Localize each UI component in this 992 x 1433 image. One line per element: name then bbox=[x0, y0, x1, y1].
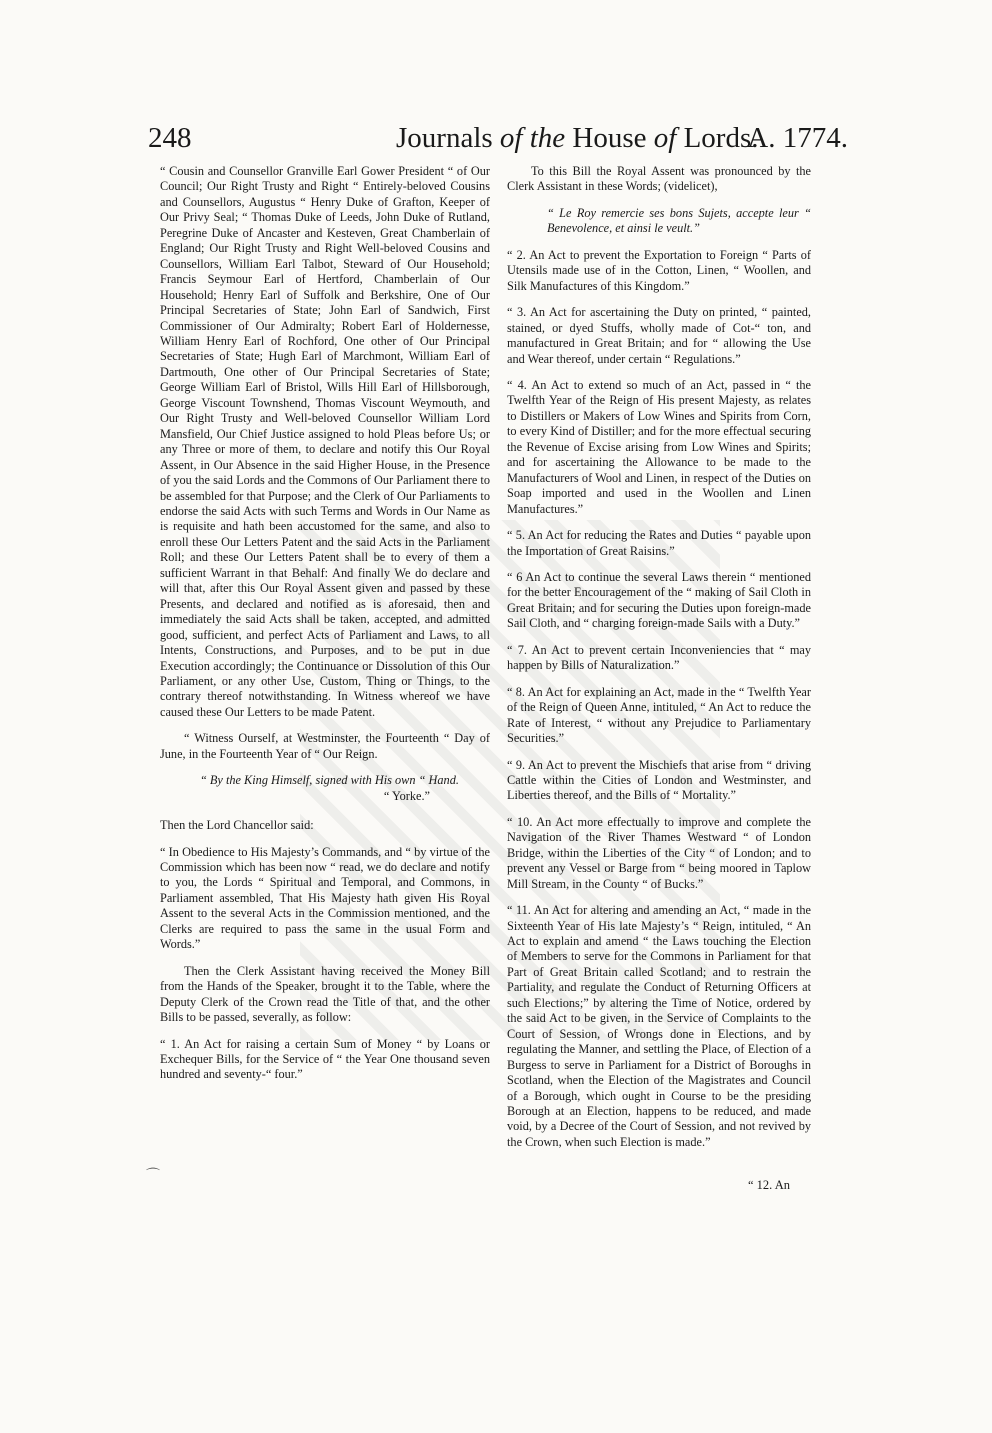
royal-assent-intro: To this Bill the Royal Assent was pronounced by the Clerk Assistant in these Words; (videlicet), bbox=[507, 164, 811, 194]
act-item-1: “ 1. An Act for raising a certain Sum of Money “ by Loans or Exchequer Bills, for the Service of “ the Year One thousand seven hundred and seventy-“ four.” bbox=[160, 1036, 490, 1082]
act-item-3: “ 3. An Act for ascertaining the Duty on printed, “ painted, stained, or dyed Stuffs, wholly made of Cot-“ ton, and manufactured in Great Britain; and for “ allowing the Use and Wear thereof, under certain “ Regulations.” bbox=[507, 305, 811, 366]
act-item-4: “ 4. An Act to extend so much of an Act, passed in “ the Twelfth Year of the Reign of His present Majesty, as relates to Distillers or Makers of Low Wines and Spirits from Corn, to every Kind of Distiller; and for the more effectual securing the Revenue of Excise arising from Low Wines and Spirits; and for ascertaining the Allowance to be made to the Manufacturers of Wool and Linen, in respect of the Duties on Soap imported and used in the Woollen and Linen Manufactures.” bbox=[507, 377, 811, 516]
page-header bbox=[148, 122, 848, 162]
running-title: Journals of the House of Lords. bbox=[396, 122, 759, 154]
page-number: 248 bbox=[148, 122, 192, 154]
letters-patent-text: “ Cousin and Counsellor Granville Earl Gower President “ of Our Council; Our Right Trusty and Right “ Entirely-beloved Cousins and Counsellors, Augustus “ Henry Duke of Grafton, Keeper of Our Privy Seal; “ Thomas Duke of Leeds, John Duke of Rutland, Peregrine Duke of Ancaster and Kesteven, Great Chamberlain of England; Our Right Trusty and Right Well-beloved Cousins and Counsellors, William Earl Talbot, Steward of Our Household; Francis Seymour Earl of Hertford, Chamberlain of Our Household; Henry Earl of Suffolk and Berkshire, One of Our Principal Secretaries of State; John Earl of Sandwich, First Commissioner of Our Admiralty; Robert Earl of Holdernesse, William Henry Earl of Rochford, One other of Our Principal Secretaries of State; Hugh Earl of Marchmont, William Earl of Dartmouth, One other of Our Principal Secretaries of State; George William Earl of Bristol, Wills Hill Earl of Hillsborough, George Viscount Townshend, Thomas Viscount Weymouth, and Our Right Trusty and Well-beloved Counsellor William Lord Mansfield, Our Chief Justice assigned to hold Pleas before Us; or any Three or more of them, to declare and notify this Our Royal Assent, in Our Absence in the said Higher House, in the Presence of you the said Lords and the Commons of Our Parliament there to be assembled for that Purpose; and the Clerk of Our Parliaments to endorse the said Acts with such Terms and Words in Our Name as is requisite and hath been accustomed for the same, and also to enroll these Our Letters Patent and the said Acts in the Parliament Roll; and these Our Letters Patent shall be to every of them a sufficient Warrant in that Behalf: And finally We do declare and will that, after this Our Royal Assent given and passed by these Presents, and declared and notified as is aforesaid, then and immediately the said Acts shall be taken, accepted, and admitted good, sufficient, and perfect Acts of Parliament and Laws, to all Intents, Constructions, and Purposes, and to be put in due Execution accordingly; the Continuance or Dissolution of this Our Parliament, or any other Use, Custom, Thing or Things, to the contrary thereof notwithstanding. In Witness whereof we have caused these Our Letters to be made Patent. bbox=[160, 164, 490, 719]
act-item-5: “ 5. An Act for reducing the Rates and Duties “ payable upon the Importation of Great Raisins.” bbox=[507, 528, 811, 558]
witness-clause: “ Witness Ourself, at Westminster, the Fourteenth “ Day of June, in the Fourteenth Year of “ Our Reign. bbox=[160, 731, 490, 761]
left-column bbox=[160, 164, 490, 1094]
right-column bbox=[507, 164, 811, 1161]
act-item-11: “ 11. An Act for altering and amending an Act, “ made in the Sixteenth Year of His late Majesty’s “ Reign, intituled, “ An Act to explain and amend “ the Laws touching the Election of Members to serve for the Commons in Parliament for that Part of Great Britain called Scotland; and to restrain the Partiality, and regulate the Conduct of Returning Officers at such Elections;” by altering the Time of Notice, ordered by the said Act to be given, in the Service of Complaints to the Court of Session, of Wrongs done in Elections, and by regulating the Manner, and settling the Place, of Election of a Burgess to serve in Parliament for a District of Boroughs in Scotland, when the Election of the Magistrates and Council of a Borough, which ought in Course to be the presiding Borough at an Election, happens to be reduced, and made void, by a Decree of the Court of Session, and not revived by the Crown, when such Election is made.” bbox=[507, 903, 811, 1149]
act-item-7: “ 7. An Act to prevent certain Inconveniencies that “ may happen by Bills of Naturalization.” bbox=[507, 642, 811, 673]
margin-mark: ⌒ bbox=[146, 1169, 160, 1184]
signatory-name: “ Yorke.” bbox=[383, 788, 430, 803]
year-label: A. 1774. bbox=[747, 122, 848, 154]
chancellor-speech: “ In Obedience to His Majesty’s Commands, and “ by virtue of the Commission which has been now “ read, we do declare and notify to you, the Lords “ Spiritual and Temporal, and Commons, in Parliament assembled, That His Majesty hath given His Royal Assent to the several Acts in the Commission mentioned, and the Clerks are required to pass the same in the usual Form and Words.” bbox=[160, 844, 490, 952]
chancellor-intro: Then the Lord Chancellor said: bbox=[160, 818, 314, 833]
catchword: “ 12. An bbox=[748, 1178, 791, 1192]
act-item-9: “ 9. An Act to prevent the Mischiefs that arise from “ driving Cattle within the Cities of London and Westminster, and Liberties thereof, and the Bills of “ Mortality.” bbox=[507, 757, 811, 803]
act-item-2: “ 2. An Act to prevent the Exportation to Foreign “ Parts of Utensils made use of in the Cotton, Linen, “ Woollen, and Silk Manufactures of this Kingdom.” bbox=[507, 247, 811, 293]
act-item-10: “ 10. An Act more effectually to improve and complete the Navigation of the River Thames Westward “ of London Bridge, within the Liberties of the City “ of London; and to prevent any Vessel or Barge from “ being moored in Taplow Mill Stream, in the County “ of Bucks.” bbox=[507, 814, 811, 891]
act-item-6: “ 6 An Act to continue the several Laws therein “ mentioned for the better Encouragement of the “ making of Sail Cloth in Great Britain; and for securing the Duties upon foreign-made Sail Cloth, and “ charging foreign-made Sails with a Duty.” bbox=[507, 569, 811, 631]
royal-signature-note: “ By the King Himself, signed with His own “ Hand. bbox=[200, 773, 459, 788]
act-item-8: “ 8. An Act for explaining an Act, made in the “ Twelfth Year of the Reign of Queen Anne, intituled, “ An Act to reduce the Rate of Interest, “ without any Prejudice to Parliamentary Securities.” bbox=[507, 684, 811, 746]
royal-assent-formula: “ Le Roy remercie ses bons Sujets, accepte leur “ Benevolence, et ainsi le veult.” bbox=[547, 205, 811, 236]
money-bill-paragraph: Then the Clerk Assistant having received the Money Bill from the Hands of the Speaker, brought it to the Table, where the Deputy Clerk of the Crown read the Title of that, and the other Bills to be passed, severally, as follow: bbox=[160, 963, 490, 1025]
